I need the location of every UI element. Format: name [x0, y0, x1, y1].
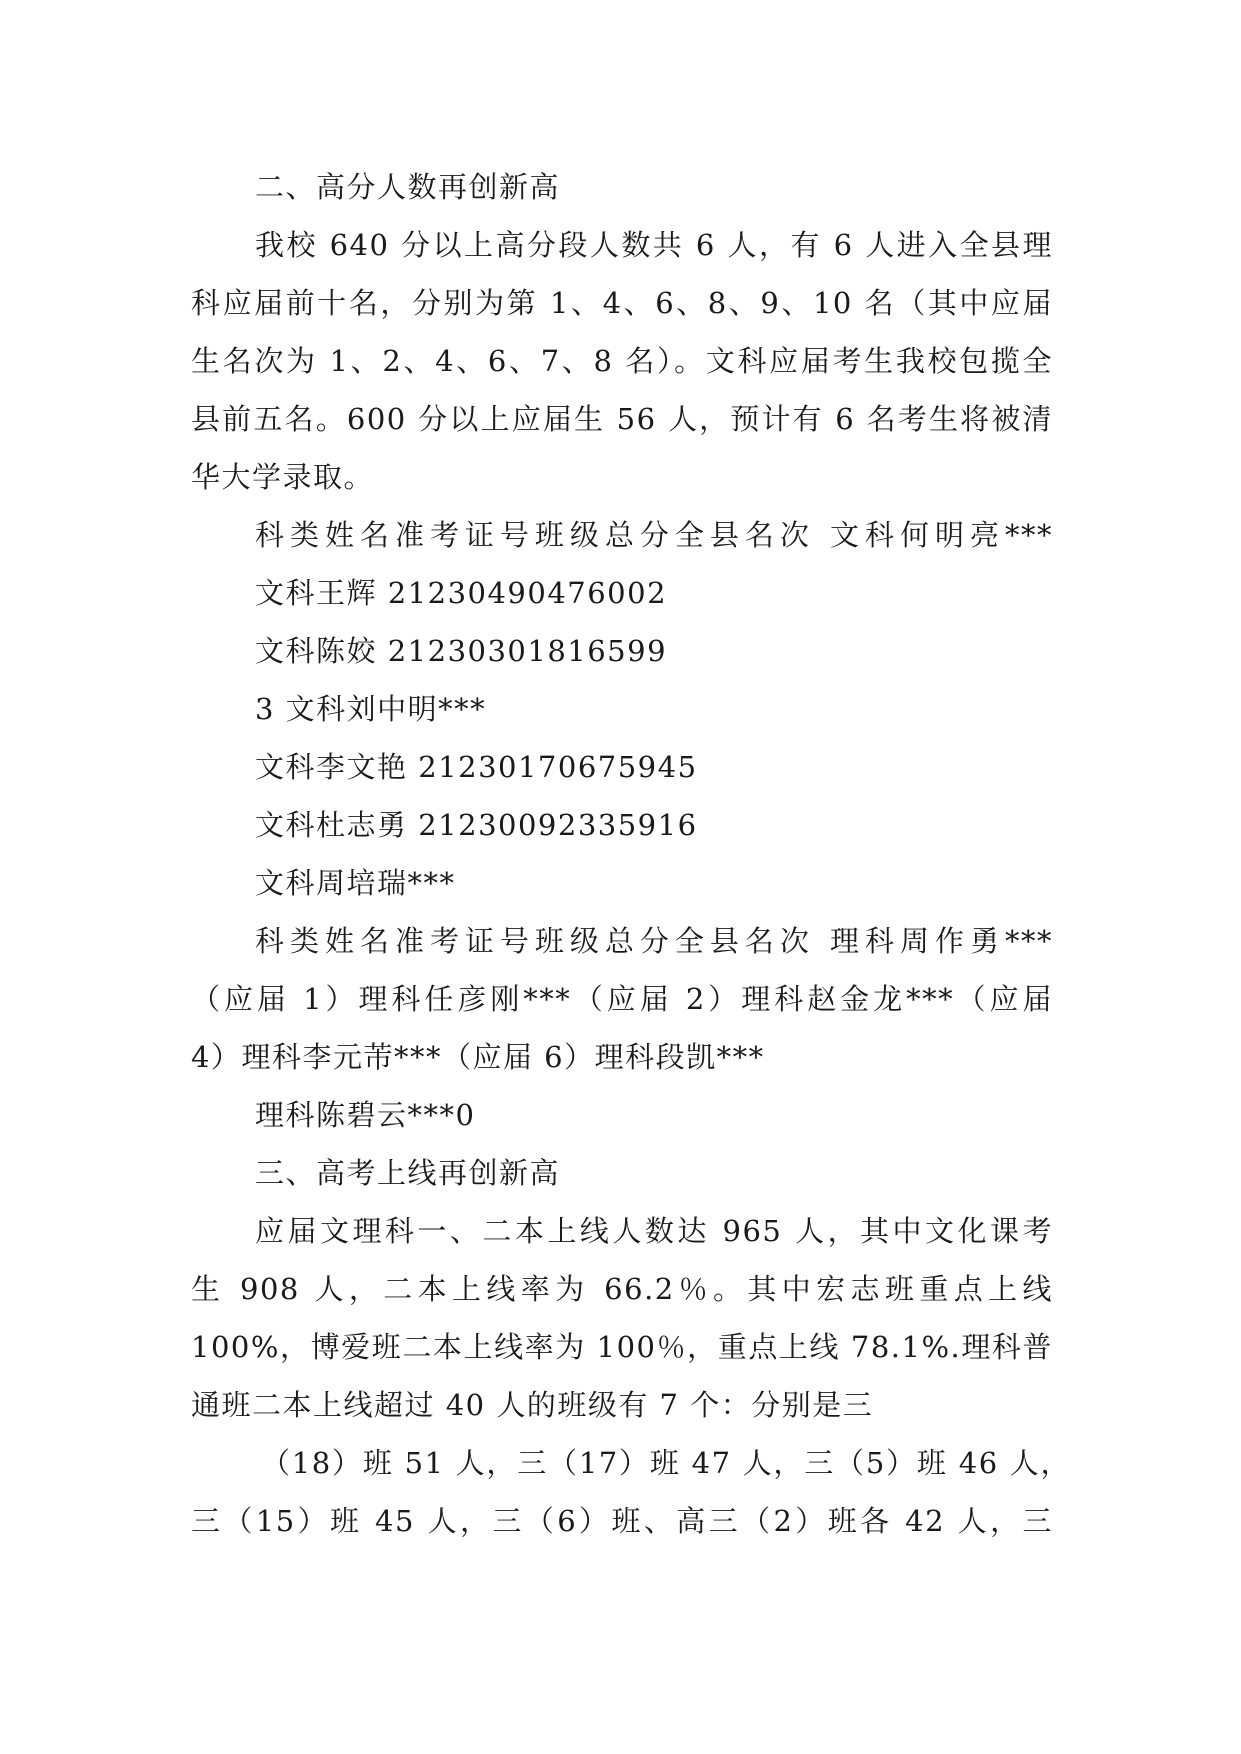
- table-header-liberal-arts: 科类姓名准考证号班级总分全县名次 文科何明亮***: [255, 518, 1053, 552]
- paragraph-line: （18）班 51 人，三（17）班 47 人，三（5）班 46 人，: [261, 1446, 1071, 1480]
- paragraph-line: 三（15）班 45 人，三（6）班、高三（2）班各 42 人，三: [191, 1504, 1053, 1538]
- paragraph-line: 通班二本上线超过 40 人的班级有 7 个：分别是三: [191, 1388, 874, 1422]
- paragraph-line: 科应届前十名，分别为第 1、4、6、8、9、10 名（其中应届: [191, 286, 1053, 320]
- paragraph-line: 生 908 人，二本上线率为 66.2％。其中宏志班重点上线: [191, 1272, 1053, 1306]
- student-entry: 文科王辉 21230490476002: [255, 576, 668, 610]
- paragraph-line: 应届文理科一、二本上线人数达 965 人，其中文化课考: [255, 1214, 1053, 1248]
- student-entry: 4）理科李元芾***（应届 6）理科段凯***: [191, 1040, 765, 1074]
- paragraph-line: 我校 640 分以上高分段人数共 6 人，有 6 人进入全县理: [255, 228, 1053, 262]
- student-entry: 3 文科刘中明***: [255, 692, 487, 726]
- table-header-science: 科类姓名准考证号班级总分全县名次 理科周作勇***: [255, 924, 1053, 958]
- document-body: [191, 158, 1071, 1550]
- paragraph-line: 县前五名。600 分以上应届生 56 人，预计有 6 名考生将被清: [191, 402, 1053, 436]
- paragraph-line: 华大学录取。: [191, 460, 375, 494]
- section-heading-admissions: 三、高考上线再创新高: [255, 1156, 561, 1190]
- student-entry: 文科李文艳 21230170675945: [255, 750, 698, 784]
- student-entry: 文科杜志勇 21230092335916: [255, 808, 698, 842]
- student-entry: 文科陈姣 21230301816599: [255, 634, 668, 668]
- section-heading-high-scores: 二、高分人数再创新高: [255, 170, 561, 204]
- student-entry: （应届 1）理科任彦刚***（应届 2）理科赵金龙***（应届: [191, 982, 1053, 1016]
- paragraph-line: 生名次为 1、2、4、6、7、8 名）。文科应届考生我校包揽全: [191, 344, 1053, 378]
- student-entry: 文科周培瑞***: [255, 866, 456, 900]
- student-entry: 理科陈碧云***0: [255, 1098, 476, 1132]
- paragraph-line: 100%，博爱班二本上线率为 100％，重点上线 78.1%.理科普: [191, 1330, 1053, 1364]
